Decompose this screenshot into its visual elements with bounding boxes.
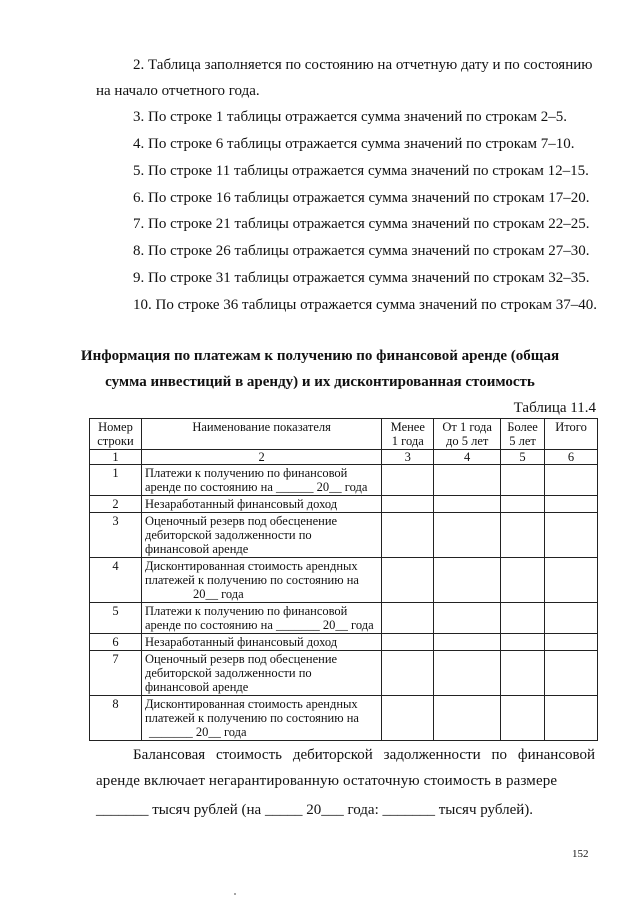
column-number: 4 xyxy=(434,450,501,465)
indicator-name-line: Оценочный резерв под обесценение xyxy=(144,514,338,528)
footer-paragraph-line2: аренде включает негарантированную остаточную стоимость в размере xyxy=(96,773,558,789)
value-cell xyxy=(545,465,598,496)
value-cell xyxy=(382,651,434,696)
value-cell xyxy=(501,558,545,603)
indicator-name-cell xyxy=(141,603,381,634)
column-number: 2 xyxy=(141,450,381,465)
row-number-cell: 4 xyxy=(90,558,142,603)
value-cell xyxy=(545,696,598,741)
row-number-cell: 3 xyxy=(90,513,142,558)
footer-paragraph-line1 xyxy=(133,746,595,764)
table-row xyxy=(90,603,598,634)
paragraph-5: 5. По строке 11 таблицы отражается сумма значений по строкам 12–15. xyxy=(133,163,589,179)
header-indicator-name: Наименование показателя xyxy=(141,419,381,450)
value-cell xyxy=(501,496,545,513)
indicator-name-line: финансовой аренде xyxy=(144,680,249,694)
section-heading-line2: сумма инвестиций в аренду) и их дисконтированная стоимость xyxy=(105,374,535,390)
indicator-name-line: Дисконтированная стоимость арендных xyxy=(144,697,358,711)
paragraph-9: 9. По строке 31 таблицы отражается сумма значений по строкам 32–35. xyxy=(133,270,590,286)
finance-lease-table xyxy=(89,418,598,741)
footer-word: Балансовая xyxy=(133,747,206,763)
footer-word: по xyxy=(491,747,508,763)
header-total: Итого xyxy=(545,419,598,450)
table-row xyxy=(90,634,598,651)
table-row xyxy=(90,496,598,513)
value-cell xyxy=(434,496,501,513)
value-cell xyxy=(545,603,598,634)
table-row xyxy=(90,465,598,496)
indicator-name-line: 20__ года xyxy=(192,587,244,601)
indicator-name-line: финансовой аренде xyxy=(144,542,249,556)
paragraph-10: 10. По строке 36 таблицы отражается сумма значений по строкам 37–40. xyxy=(133,297,597,313)
column-number-row xyxy=(90,450,598,465)
paragraph-4: 4. По строке 6 таблицы отражается сумма значений по строкам 7–10. xyxy=(133,136,575,152)
table-row xyxy=(90,558,598,603)
indicator-name-line: _______ 20__ года xyxy=(148,725,247,739)
row-number-cell: 2 xyxy=(90,496,142,513)
value-cell xyxy=(382,496,434,513)
paragraph-7: 7. По строке 21 таблицы отражается сумма значений по строкам 22–25. xyxy=(133,216,590,232)
indicator-name-line: платежей к получению по состоянию на xyxy=(144,711,359,725)
paragraph-8: 8. По строке 26 таблицы отражается сумма значений по строкам 27–30. xyxy=(133,243,590,259)
indicator-name-cell xyxy=(141,651,381,696)
indicator-name-line: аренде по состоянию на ______ 20__ года xyxy=(144,480,368,494)
value-cell xyxy=(434,513,501,558)
value-cell xyxy=(501,513,545,558)
value-cell xyxy=(434,634,501,651)
indicator-name-cell xyxy=(141,513,381,558)
value-cell xyxy=(434,603,501,634)
paragraph-2-line2: на начало отчетного года. xyxy=(96,83,260,99)
value-cell xyxy=(382,634,434,651)
column-number: 1 xyxy=(90,450,142,465)
indicator-name-cell xyxy=(141,496,381,513)
value-cell xyxy=(545,651,598,696)
value-cell xyxy=(382,465,434,496)
value-cell xyxy=(501,465,545,496)
value-cell xyxy=(382,696,434,741)
indicator-name-line: Платежи к получению по финансовой xyxy=(144,466,348,480)
indicator-name-line: Оценочный резерв под обесценение xyxy=(144,652,338,666)
header-less-1-year: Менее 1 года xyxy=(382,419,434,450)
value-cell xyxy=(501,603,545,634)
row-number-cell: 6 xyxy=(90,634,142,651)
footer-word: стоимость xyxy=(216,747,282,763)
value-cell xyxy=(434,696,501,741)
indicator-name-cell xyxy=(141,696,381,741)
paragraph-2-line1: 2. Таблица заполняется по состоянию на отчетную дату и по состоянию xyxy=(133,57,593,73)
indicator-name-line: Незаработанный финансовый доход xyxy=(144,635,338,649)
table-row xyxy=(90,696,598,741)
column-number: 5 xyxy=(501,450,545,465)
value-cell xyxy=(434,651,501,696)
value-cell xyxy=(434,558,501,603)
column-number: 6 xyxy=(545,450,598,465)
indicator-name-line: дебиторской задолженности по xyxy=(144,528,312,542)
value-cell xyxy=(545,558,598,603)
value-cell xyxy=(501,634,545,651)
indicator-name-line: аренде по состоянию на _______ 20__ года xyxy=(144,618,374,632)
table-header-row xyxy=(90,419,598,450)
value-cell xyxy=(382,603,434,634)
indicator-name-line: дебиторской задолженности по xyxy=(144,666,312,680)
indicator-name-line: Платежи к получению по финансовой xyxy=(144,604,348,618)
table-row xyxy=(90,513,598,558)
row-number-cell: 1 xyxy=(90,465,142,496)
row-number-cell: 8 xyxy=(90,696,142,741)
indicator-name-line: платежей к получению по состоянию на xyxy=(144,573,359,587)
footer-word: финансовой xyxy=(517,747,595,763)
indicator-name-cell xyxy=(141,558,381,603)
table-caption: Таблица 11.4 xyxy=(513,400,596,416)
header-1-to-5-years: От 1 года до 5 лет xyxy=(434,419,501,450)
value-cell xyxy=(545,496,598,513)
footer-paragraph-line3: _______ тысяч рублей (на _____ 20___ года: _______ тысяч рублей). xyxy=(96,802,534,818)
row-number-cell: 7 xyxy=(90,651,142,696)
value-cell xyxy=(434,465,501,496)
scan-speck xyxy=(234,893,236,895)
paragraph-3: 3. По строке 1 таблицы отражается сумма значений по строкам 2–5. xyxy=(133,109,567,125)
row-number-cell: 5 xyxy=(90,603,142,634)
value-cell xyxy=(382,558,434,603)
page-number: 152 xyxy=(572,848,589,860)
footer-word: дебиторской xyxy=(292,747,373,763)
indicator-name-line: Незаработанный финансовый доход xyxy=(144,497,338,511)
value-cell xyxy=(545,634,598,651)
header-row-number: Номер строки xyxy=(90,419,142,450)
table-row xyxy=(90,651,598,696)
header-more-5-years: Более 5 лет xyxy=(501,419,545,450)
column-number: 3 xyxy=(382,450,434,465)
indicator-name-cell xyxy=(141,465,381,496)
value-cell xyxy=(501,696,545,741)
footer-word: задолженности xyxy=(383,747,481,763)
value-cell xyxy=(501,651,545,696)
indicator-name-cell xyxy=(141,634,381,651)
indicator-name-line: Дисконтированная стоимость арендных xyxy=(144,559,358,573)
section-heading-line1: Информация по платежам к получению по финансовой аренде (общая xyxy=(80,348,560,364)
value-cell xyxy=(545,513,598,558)
paragraph-6: 6. По строке 16 таблицы отражается сумма значений по строкам 17–20. xyxy=(133,190,590,206)
value-cell xyxy=(382,513,434,558)
